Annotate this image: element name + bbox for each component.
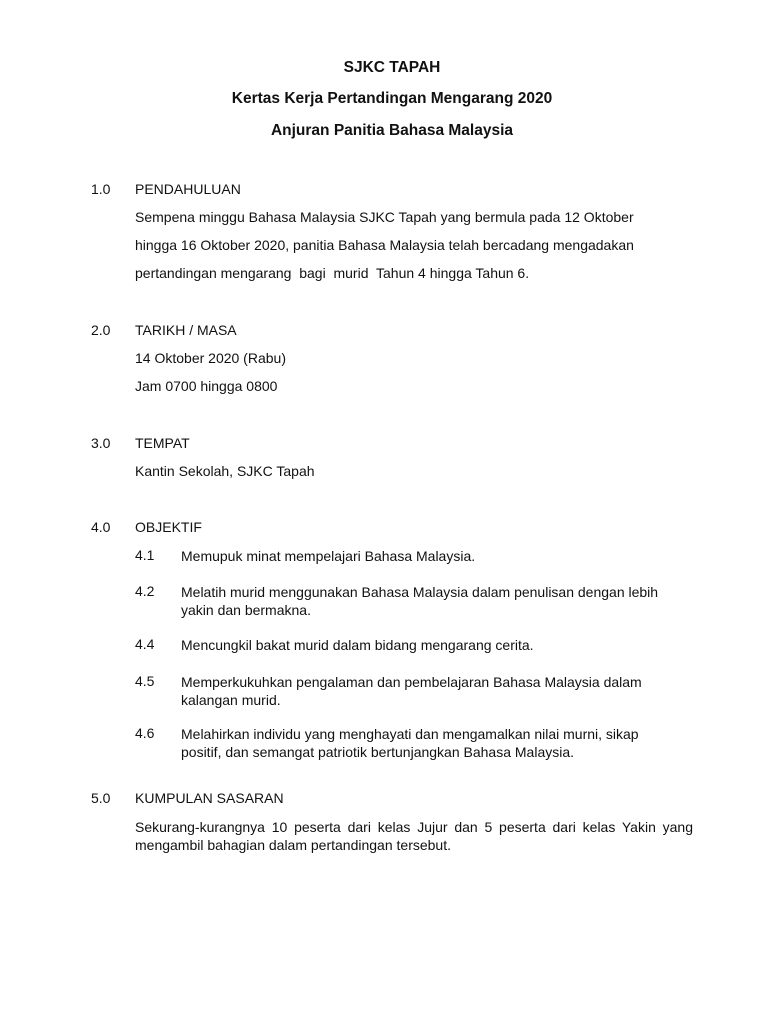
pendahuluan-line-2: hingga 16 Oktober 2020, panitia Bahasa Malaysia telah bercadang mengadakan [135, 237, 634, 253]
objective-number: 4.2 [135, 583, 155, 599]
school-name: SJKC TAPAH [343, 59, 441, 76]
section-number-2: 2.0 [91, 322, 111, 338]
organizer: Anjuran Panitia Bahasa Malaysia [270, 122, 514, 139]
section-heading-objektif: OBJEKTIF [135, 519, 202, 535]
objective-number: 4.5 [135, 673, 155, 689]
objective-text: Mencungkil bakat murid dalam bidang mengarang cerita. [181, 637, 534, 653]
objective-number: 4.1 [135, 547, 155, 563]
pendahuluan-line-1: Sempena minggu Bahasa Malaysia SJKC Tapah yang bermula pada 12 Oktober [135, 209, 634, 225]
section-number-4: 4.0 [91, 519, 111, 535]
objective-text: Melahirkan individu yang menghayati dan mengamalkan nilai murni, sikap positif, dan semangat patriotik bertunjangkan Bahasa Malaysia. [181, 726, 639, 760]
objective-text: Memupuk minat mempelajari Bahasa Malaysia. [181, 548, 476, 564]
section-number-5: 5.0 [91, 790, 111, 806]
section-heading-tarikh-masa: TARIKH / MASA [135, 322, 237, 338]
kumpulan-sasaran-text: Sekurang-kurangnya 10 peserta dari kelas Jujur dan 5 peserta dari kelas Yakin yang mengambil bahagian dalam pertandingan tersebut. [135, 819, 701, 853]
section-heading-tempat: TEMPAT [135, 435, 190, 451]
objective-number: 4.4 [135, 636, 155, 652]
section-number-1: 1.0 [91, 181, 111, 197]
tarikh-time: Jam 0700 hingga 0800 [135, 378, 278, 394]
section-number-3: 3.0 [91, 435, 111, 451]
objective-number: 4.6 [135, 725, 155, 741]
pendahuluan-line-3: pertandingan mengarang bagi murid Tahun 4 hingga Tahun 6. [135, 265, 530, 281]
section-heading-pendahuluan: PENDAHULUAN [135, 181, 241, 197]
tempat-location: Kantin Sekolah, SJKC Tapah [135, 463, 315, 479]
section-heading-kumpulan-sasaran: KUMPULAN SASARAN [135, 790, 284, 806]
document-title: Kertas Kerja Pertandingan Mengarang 2020 [231, 90, 553, 107]
tarikh-date: 14 Oktober 2020 (Rabu) [135, 350, 286, 366]
objective-text: Melatih murid menggunakan Bahasa Malaysia dalam penulisan dengan lebih yakin dan bermakna. [181, 584, 659, 618]
objective-text: Memperkukuhkan pengalaman dan pembelajaran Bahasa Malaysia dalam kalangan murid. [181, 674, 642, 708]
